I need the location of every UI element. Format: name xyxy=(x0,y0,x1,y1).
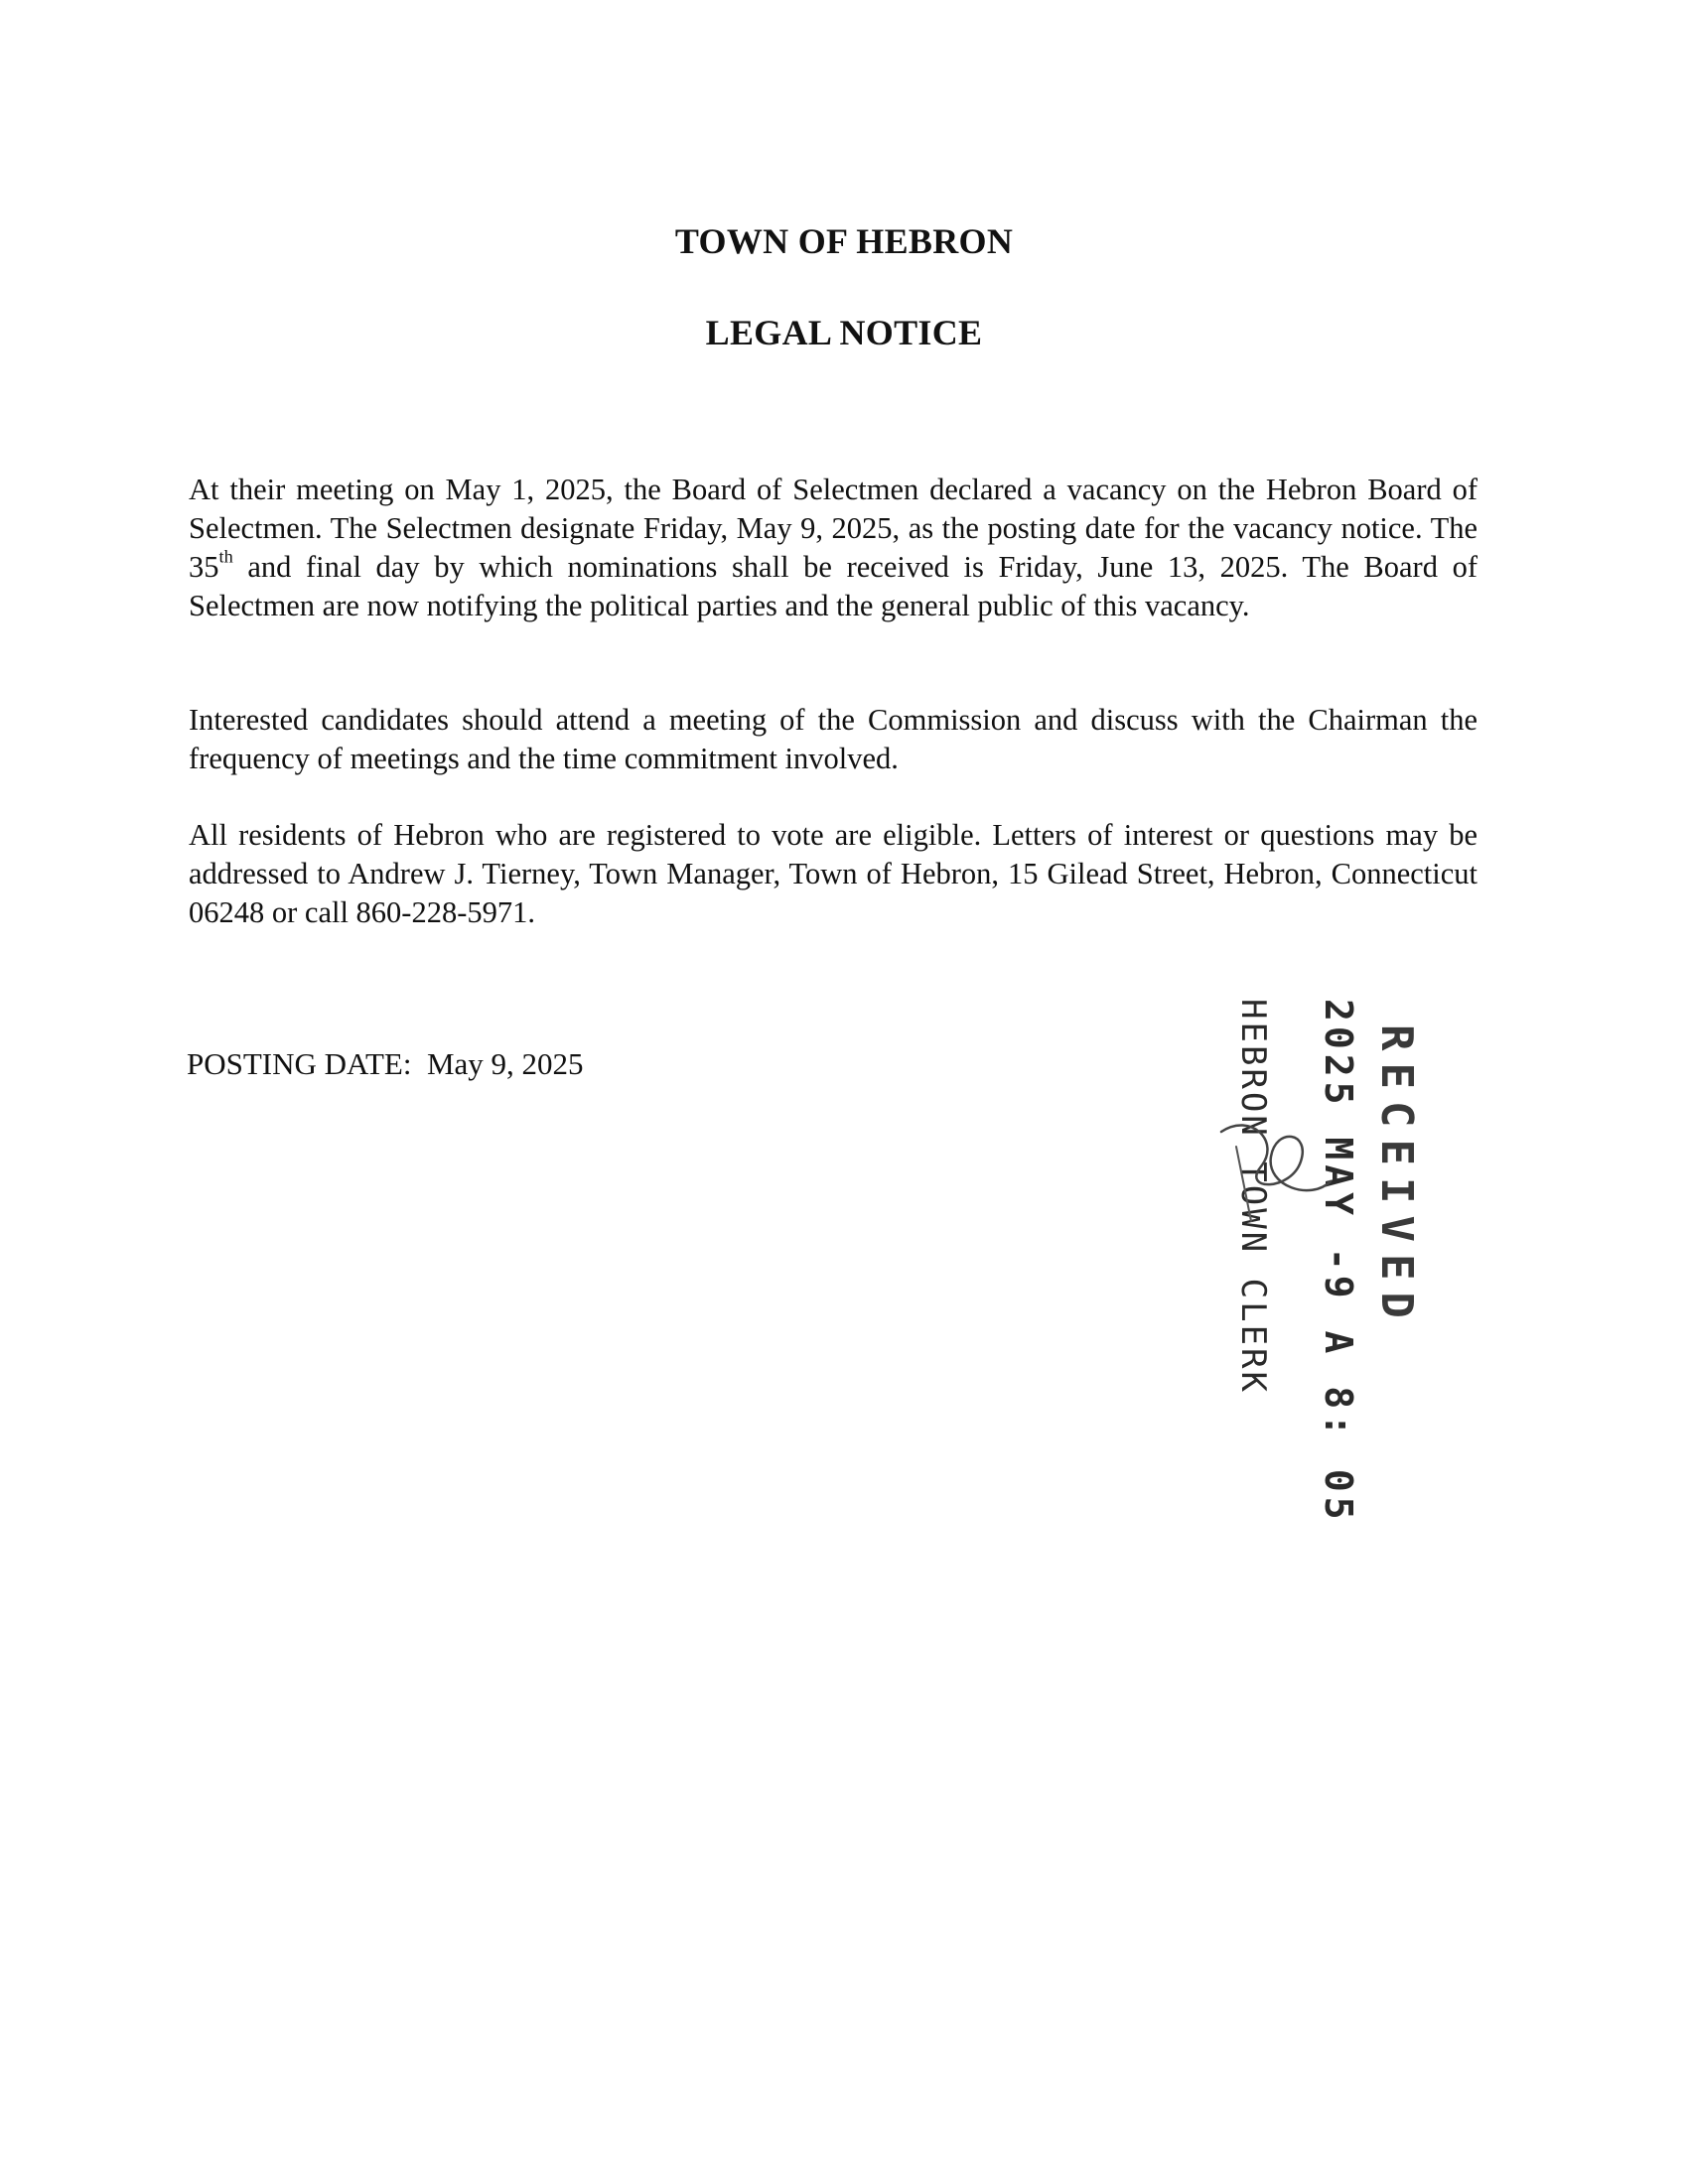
ordinal-suffix: th xyxy=(218,546,233,567)
received-stamp xyxy=(1152,993,1549,1525)
stamp-received-text: RECEIVED xyxy=(1371,1024,1422,1330)
vacancy-paragraph-part1: At their meeting on May 1, 2025, the Board of Selectmen declared a vacancy on the Hebron Board of Selectmen. The Selectmen designate Friday, May 9, 2025, as the posting date for the vacancy notice. The 35 xyxy=(189,473,1477,584)
stamp-date-text: 2025 MAY -9 A 8: 05 xyxy=(1317,999,1360,1525)
stamp-clerk-text: HEBRON TOWN CLERK xyxy=(1233,999,1273,1395)
posting-date: POSTING DATE: May 9, 2025 xyxy=(187,1046,584,1081)
candidates-paragraph: Interested candidates should attend a meeting of the Commission and discuss with the Chairman the frequency of meetings and the time commitment involved. xyxy=(189,703,1477,775)
eligibility-paragraph: All residents of Hebron who are registered to vote are eligible. Letters of interest or questions may be addressed to Andrew J. Tierney, Town Manager, Town of Hebron, 15 Gilead Street, Hebron, Connecticut 06248 or call 860-228-5971. xyxy=(189,818,1477,929)
town-heading: TOWN OF HEBRON xyxy=(674,221,1014,261)
clerk-signature-icon xyxy=(1182,1072,1360,1251)
vacancy-paragraph xyxy=(189,471,1477,625)
notice-type-heading: LEGAL NOTICE xyxy=(705,313,983,352)
vacancy-paragraph-part2: and final day by which nominations shall be received is Friday, June 13, 2025. The Board of Selectmen are now notifying the political parties and the general public of this vacancy. xyxy=(189,550,1477,622)
